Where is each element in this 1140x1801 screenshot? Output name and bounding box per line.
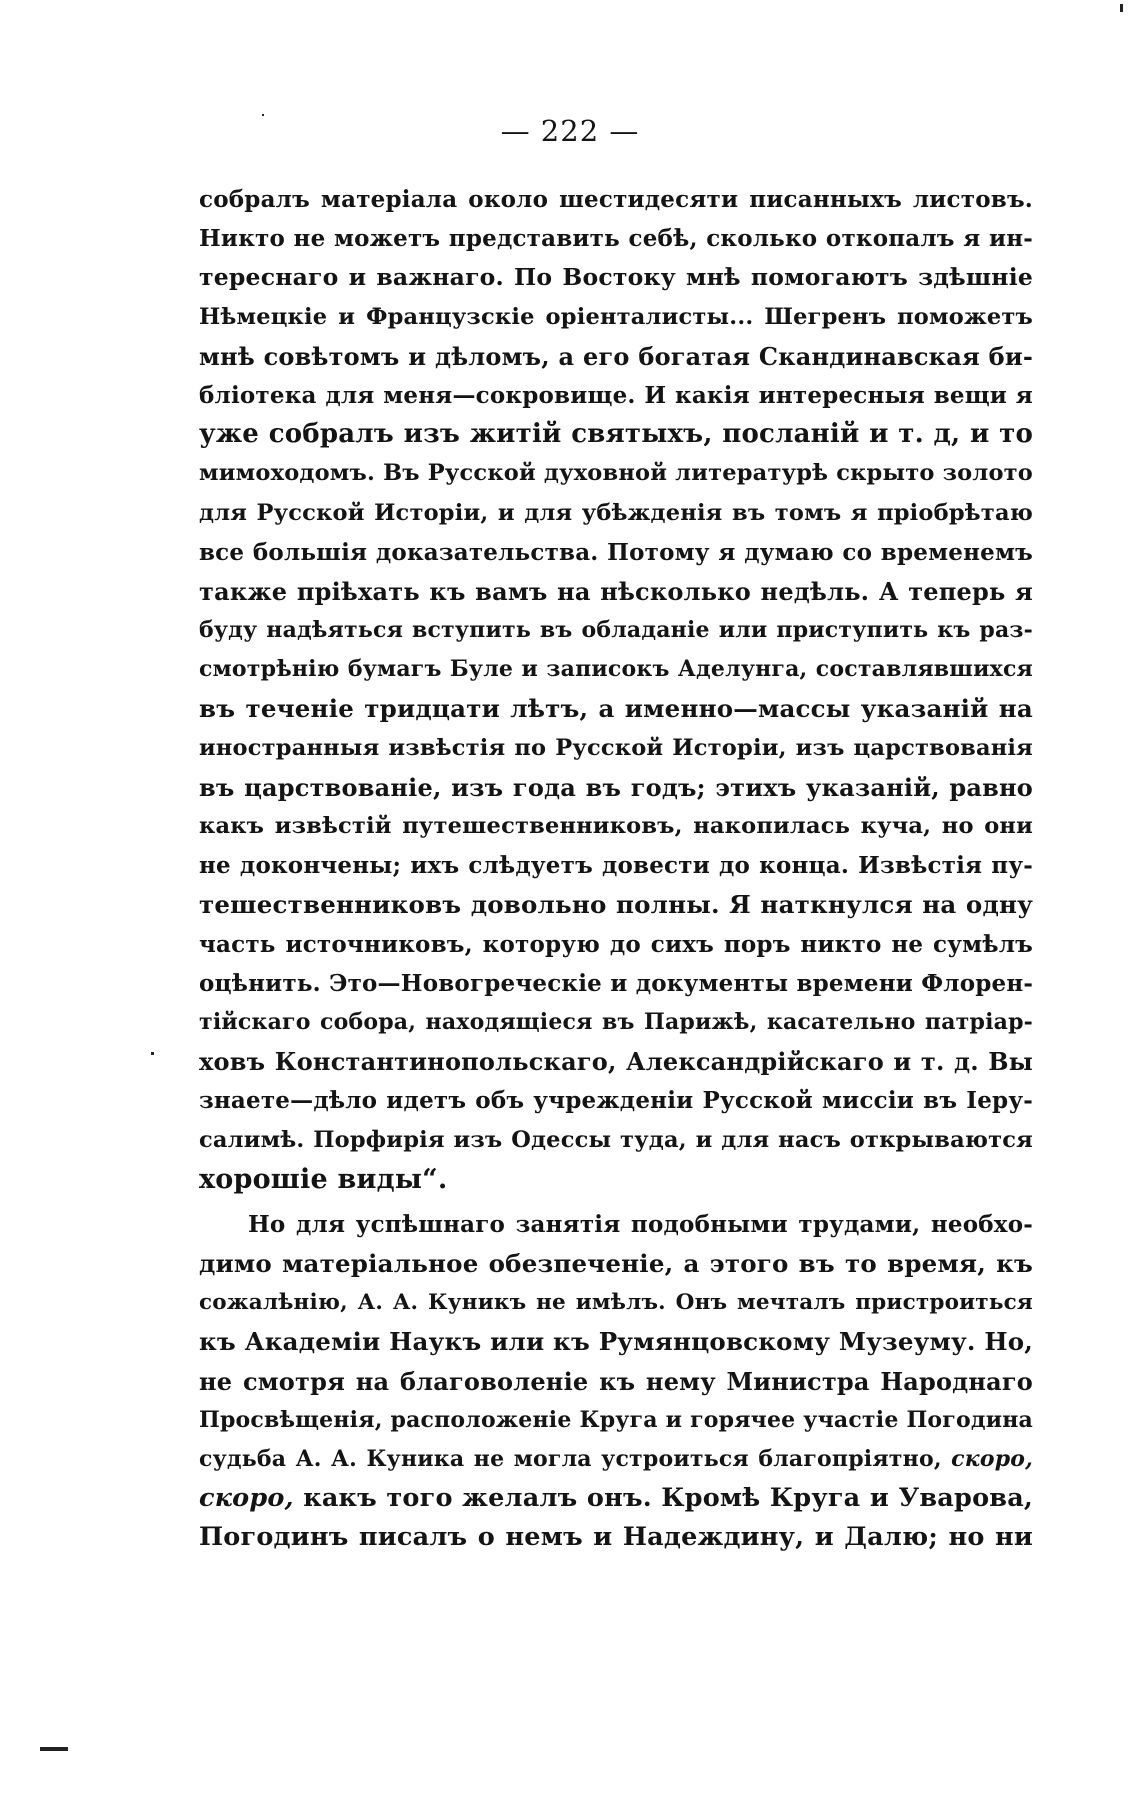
text-line: не смотря на благоволеніе къ нему Министра Народнаго	[199, 1366, 1033, 1396]
text-line: все большія доказательства. Потому я думаю со временемъ	[199, 538, 1033, 566]
text-line: смотрѣнію бумагъ Буле и записокъ Аделунга, составлявшихся	[199, 656, 1033, 683]
text-line: тереснаго и важнаго. По Востоку мнѣ помогаютъ здѣшніе	[199, 263, 1033, 292]
scan-mark	[1120, 4, 1123, 12]
text-line: для Русской Исторіи, и для убѣжденія въ томъ я пріобрѣтаю	[199, 499, 1033, 526]
body-text	[199, 180, 1033, 1558]
text-line: уже собралъ изъ житій святыхъ, посланій и т. д, и то	[199, 419, 1033, 450]
text-line	[199, 1479, 1033, 1518]
text-line: Погодинъ писалъ о немъ и Надеждину, и Далю; но ни	[199, 1522, 1033, 1553]
text-span: судьба А. А. Куника не могла устроиться благопріятно,	[199, 1446, 942, 1472]
text-line: въ теченіе тридцати лѣтъ, а именно—массы указаній на	[199, 694, 1033, 724]
text-line: ховъ Константинопольскаго, Александрійскаго и т. д. Вы	[199, 1047, 1033, 1077]
text-line: буду надѣяться вступить въ обладаніе или приступить къ раз-	[199, 617, 1033, 644]
text-line: мнѣ совѣтомъ и дѣломъ, а его богатая Скандинавская би-	[199, 341, 1033, 371]
scan-mark	[40, 1747, 68, 1751]
text-line: какъ извѣстій путешественниковъ, накопилась куча, но они	[199, 813, 1033, 839]
text-line: тешественниковъ довольно полны. Я наткнулся на одну	[199, 890, 1033, 920]
text-line: собралъ матеріала около шестидесяти писанныхъ листовъ.	[199, 186, 1033, 213]
text-line: оцѣнить. Это—Новогреческіе и документы времени Флорен-	[199, 969, 1034, 997]
text-line	[199, 1440, 1033, 1479]
text-line: знаете—дѣло идетъ объ учрежденіи Русской миссіи въ Іеру-	[199, 1087, 1033, 1115]
text-span: какъ того желалъ онъ. Кромѣ Круга и Уварова,	[303, 1483, 1033, 1514]
text-line: не докончены; ихъ слѣдуетъ довести до конца. Извѣстія пу-	[199, 852, 1033, 880]
text-line: тійскаго собора, находящіеся въ Парижѣ, касательно патріар-	[199, 1008, 1033, 1035]
text-line: сожалѣнію, А. А. Куникъ не имѣлъ. Онъ мечталъ пристроиться	[199, 1290, 1033, 1316]
page-number: — 222 —	[500, 114, 640, 148]
text-line: въ царствованіе, изъ года въ годъ; этихъ указаній, равно	[199, 772, 1033, 802]
italic-text: скоро,	[951, 1446, 1034, 1472]
text-line: къ Академіи Наукъ или къ Румянцовскому Музеуму. Но,	[199, 1327, 1033, 1357]
text-line: бліотека для меня—сокровище. И какія интересныя вещи я	[199, 381, 1033, 409]
text-line: также пріѣхать къ вамъ на нѣсколько недѣль. А теперь я	[199, 576, 1033, 606]
text-line: салимѣ. Порфирія изъ Одессы туда, и для насъ открываются	[199, 1126, 1033, 1153]
text-line: Нѣмецкіе и Французскіе оріенталисты... Шегренъ поможетъ	[199, 303, 1033, 330]
italic-text: скоро,	[199, 1483, 294, 1514]
text-line: Никто не можетъ представить себѣ, сколько откопалъ я ин-	[199, 225, 1033, 253]
text-line: часть источниковъ, которую до сихъ поръ никто не сумѣлъ	[199, 930, 1033, 958]
scan-mark	[151, 1052, 154, 1055]
text-line: Просвѣщенія, расположеніе Круга и горячее участіе Погодина	[199, 1406, 1033, 1433]
scan-mark	[262, 114, 264, 116]
text-line: иностранныя извѣстія по Русской Исторіи, изъ царствованія	[199, 734, 1033, 761]
text-line: хорошіе виды“.	[199, 1163, 448, 1195]
text-line: Но для успѣшнаго занятія подобными трудами, необхо-	[248, 1210, 1033, 1238]
text-line: димо матеріальное обезпеченіе, а этого въ то время, къ	[199, 1249, 1033, 1279]
text-line: мимоходомъ. Въ Русской духовной литературѣ скрыто золото	[199, 460, 1033, 487]
